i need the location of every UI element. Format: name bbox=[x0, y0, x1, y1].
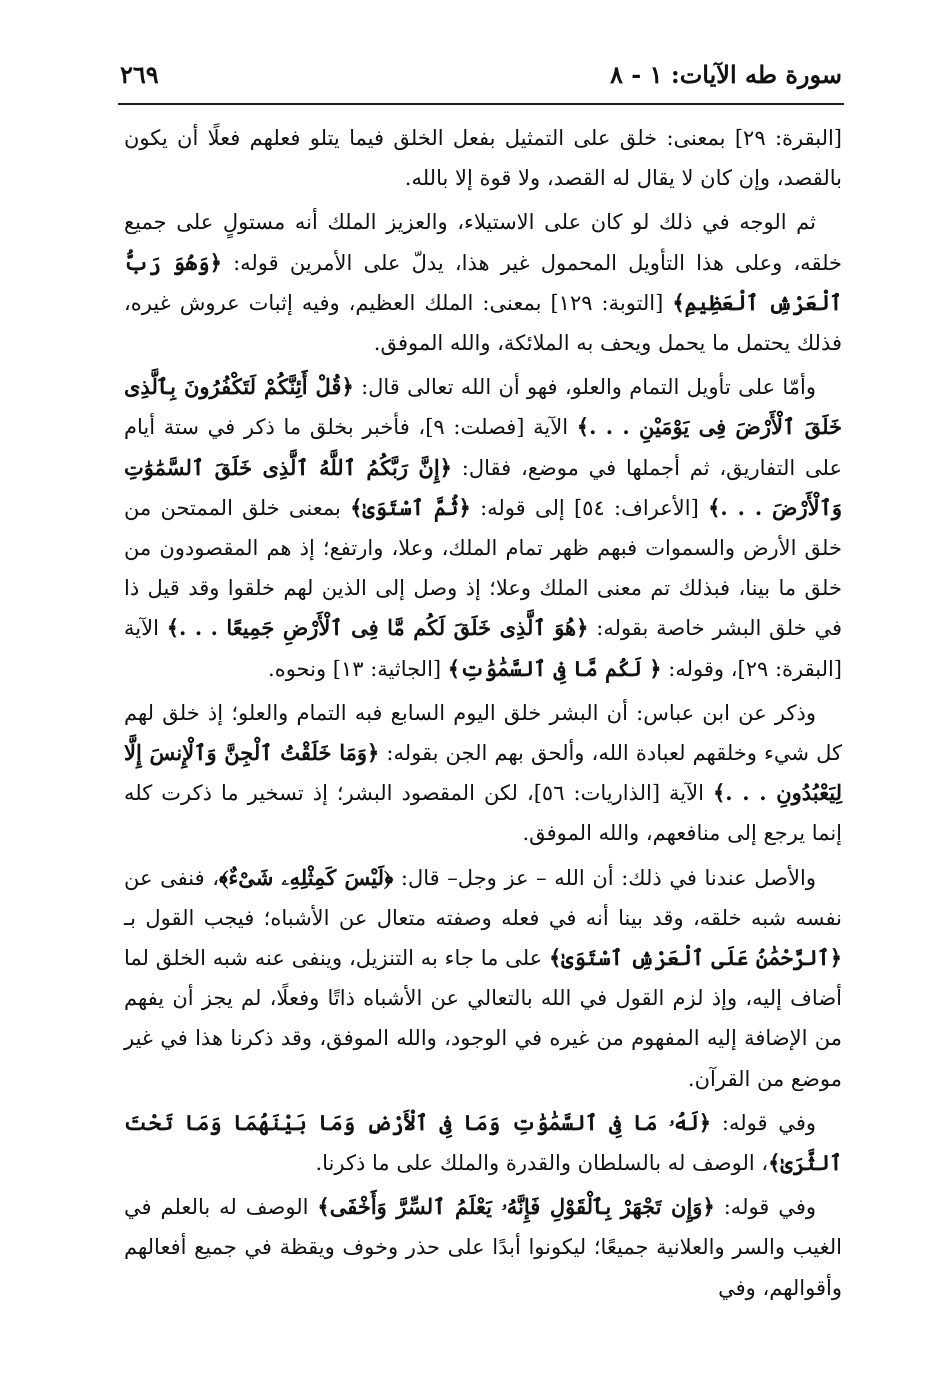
text-run: [التوبة: ١٢٩] بمعنى: الملك العظيم، وفيه إثبات عروش غيره، فذلك يحتمل ما يحمل ويحف به الملائكة، والله الموفق. bbox=[124, 290, 842, 356]
paragraph bbox=[124, 202, 842, 363]
paragraph bbox=[124, 1187, 842, 1308]
page-body bbox=[124, 118, 842, 1312]
quran-quote: ﴿وَإِن تَجْهَرْ بِٱلْقَوْلِ فَإِنَّهُۥ يَعْلَمُ ٱلسِّرَّ وَأَخْفَى﴾ bbox=[317, 1194, 715, 1220]
quran-quote: ﴿لَيْسَ كَمِثْلِهِۦ شَىْءٌ﴾ bbox=[219, 864, 394, 890]
text-run: [الأعراف: ٥٤] إلى قوله: bbox=[470, 495, 709, 520]
text-run: الآية [البقرة: ٢٩]، وقوله: bbox=[124, 616, 842, 681]
text-run: ، فنفى عن نفسه شبه خلقه، وقد بينا أنه في فعله وصفته متعال عن الأشباه؛ فيجب القول بـ bbox=[124, 865, 842, 930]
text-run: والأصل عندنا في ذلك: أن الله – عز وجل– قال: bbox=[393, 865, 816, 890]
text-run: الآية [الذاريات: ٥٦]، لكن المقصود البشر؛ إذ تسخير ما ذكرت كله إنما يرجع إلى منافعهم، والله الموفق. bbox=[124, 781, 842, 846]
text-run: ، الوصف له بالسلطان والقدرة والملك على ما ذكرنا. bbox=[315, 1151, 769, 1176]
text-run: وفي قوله: bbox=[714, 1195, 816, 1220]
text-run: الوصف له بالعلم في الغيب والسر والعلانية جميعًا؛ ليكونوا أبدًا على حذر وخوف ويقظة في جميع أفعالهم وأقوالهم، وفي bbox=[124, 1195, 842, 1300]
quran-quote: ﴿ٱلرَّحْمَٰنُ عَلَى ٱلْعَرْشِ ٱسْتَوَىٰ﴾ bbox=[548, 945, 842, 971]
paragraph bbox=[124, 118, 842, 198]
text-run: على ما جاء به التنزيل، وينفى عنه شبه الخلق لما أضاف إليه، وإذ لزم القول في الله بالتعالي عن الأشباه ذاتًا وفعلًا، لم يجز أن يفهم من الإضافة إليه المفهوم من غيره في الوجود، والله الموفق، وقد ذكرنا هذا في غير موضع من القرآن. bbox=[124, 946, 842, 1091]
quran-quote: ﴿إِنَّ رَبَّكُمُ ٱللَّهُ ٱلَّذِى خَلَقَ ٱلسَّمَٰوَٰتِ وَٱلْأَرْضَ . . .﴾ bbox=[124, 454, 843, 520]
text-run: ثم الوجه في ذلك لو كان على الاستيلاء، والعزيز الملك أنه مستولٍ على جميع خلقه، وعلى هذا التأويل المحمول غير هذا، يدلّ على الأمرين قوله: bbox=[124, 210, 843, 275]
quran-quote: ﴿ثُمَّ ٱسْتَوَىٰ﴾ bbox=[350, 494, 471, 520]
text-run: بمعنى خلق الممتحن من خلق الأرض والسموات فبهم ظهر تمام الملك، وعلا، وارتفع؛ إذ هم المقصودون من خلق ما بينا، فبذلك تم معنى الملك وعلا؛ إذ وصل إلى الذين لهم خلقوا وقد قيل ذا في خلق البشر خاصة بقوله: bbox=[124, 495, 842, 641]
paragraph bbox=[124, 367, 842, 689]
text-run: وذكر عن ابن عباس: أن البشر خلق اليوم السابع فبه التمام والعلو؛ إذ خلق لهم كل شيء وخلقهم لعبادة الله، وألحق بهم الجن بقوله: bbox=[124, 700, 842, 766]
quran-quote: ﴿ لَكُم مَّا فِى ٱلسَّمَٰوَٰتِ﴾ bbox=[447, 655, 662, 681]
paragraph bbox=[124, 858, 842, 1099]
text-run: وأمّا على تأويل التمام والعلو، فهو أن الله تعالى قال: bbox=[353, 375, 816, 400]
header-title: سورة طه الآيات: ١ - ٨ bbox=[610, 60, 842, 89]
paragraph bbox=[124, 693, 842, 854]
running-header bbox=[120, 56, 842, 96]
paragraph bbox=[124, 1103, 842, 1183]
quran-quote: ﴿قُلْ أَئِنَّكُمْ لَتَكْفُرُونَ بِٱلَّذِى خَلَقَ ٱلْأَرْضَ فِى يَوْمَيْنِ . . .﴾ bbox=[124, 374, 843, 440]
quran-quote: ﴿لَهُۥ مَا فِى ٱلسَّمَٰوَٰتِ وَمَا فِى ٱلْأَرْضِ وَمَا بَيْنَهُمَا وَمَا تَحْتَ ٱلثَّرَىٰ﴾ bbox=[124, 1109, 842, 1176]
quran-quote: ﴿وَمَا خَلَقْتُ ٱلْجِنَّ وَٱلْإِنسَ إِلَّا لِيَعْبُدُونِ . . .﴾ bbox=[124, 740, 842, 806]
text-run: [البقرة: ٢٩] بمعنى: خلق على التمثيل بفعل الخلق فيما يتلو فعلهم فعلًا أن يكون بالقصد، وإن كان لا يقال له القصد، ولا قوة إلا بالله. bbox=[124, 126, 842, 191]
text-run: الآية [فصلت: ٩]، فأخبر بخلق ما ذكر في ستة أيام على التفاريق، ثم أجملها في موضع، فقال: bbox=[124, 415, 842, 480]
page-number: ٢٦٩ bbox=[120, 60, 159, 89]
quran-quote: ﴿هُوَ ٱلَّذِى خَلَقَ لَكُم مَّا فِى ٱلْأَرْضِ جَمِيعًا . . .﴾ bbox=[166, 615, 589, 641]
text-run: وفي قوله: bbox=[711, 1110, 816, 1135]
header-divider bbox=[118, 103, 844, 105]
text-run: [الجاثية: ١٣] ونحوه. bbox=[268, 656, 448, 681]
quran-quote: ﴿وَهُوَ رَبُّ ٱلْعَرْشِ ٱلْعَظِيمِ﴾ bbox=[124, 249, 843, 315]
